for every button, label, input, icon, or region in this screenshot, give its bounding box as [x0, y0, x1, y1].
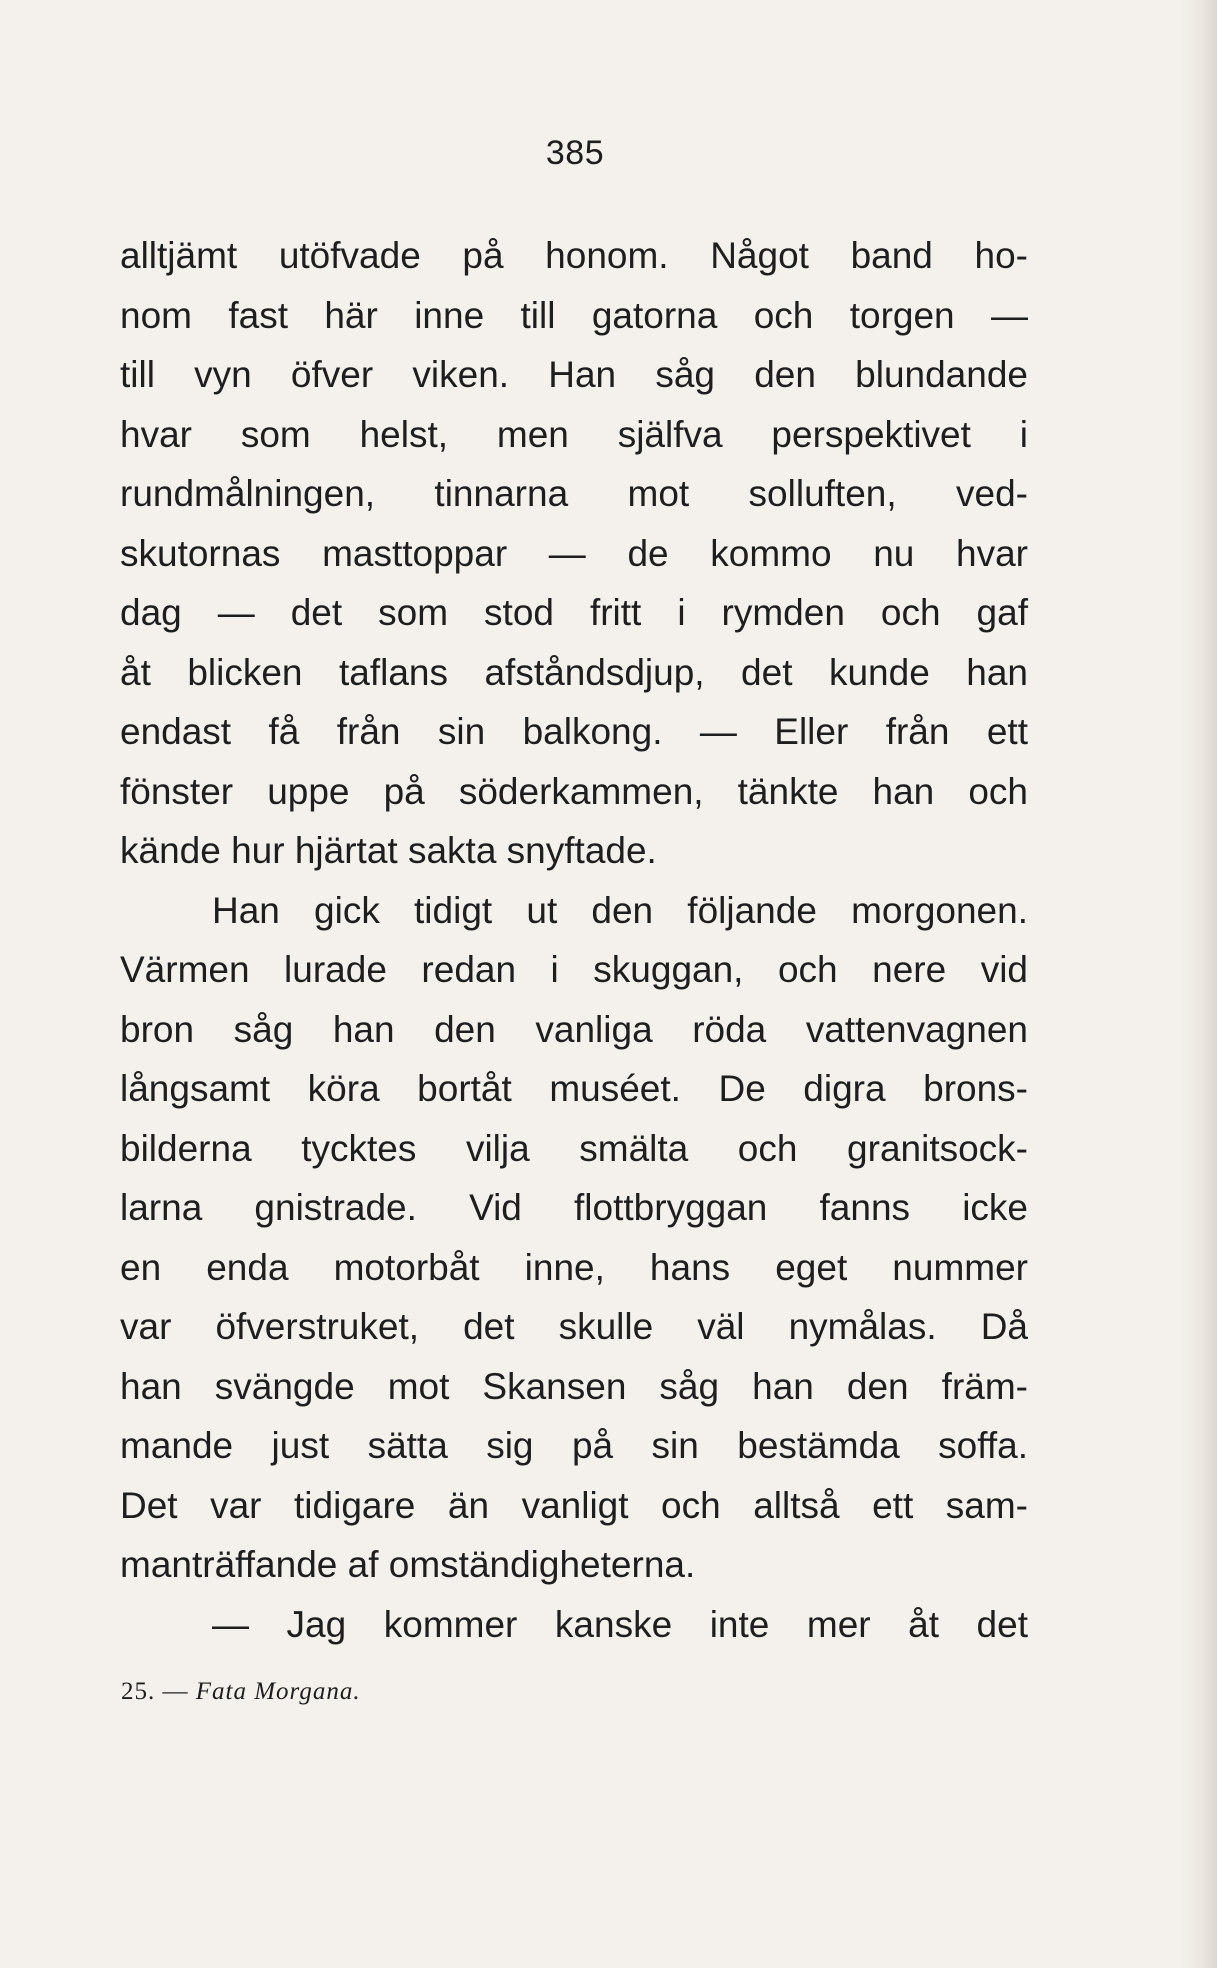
signature-sheet-number: 25. — [121, 1678, 156, 1705]
footer-signature — [121, 1678, 361, 1706]
body-text — [120, 226, 1028, 1654]
text-line: till vyn öfver viken. Han såg den blundande — [120, 354, 1028, 395]
text-line: bilderna tycktes vilja smälta och granitsock- — [120, 1127, 1028, 1169]
text-line: larna gnistrade. Vid flottbryggan fanns icke — [120, 1187, 1028, 1228]
text-line: fönster uppe på söderkammen, tänkte han och — [120, 770, 1028, 812]
text-line: han svängde mot Skansen såg han den främ- — [120, 1365, 1028, 1407]
text-line: bron såg han den vanliga röda vattenvagnen — [120, 1008, 1028, 1050]
text-line: var öfverstruket, det skulle väl nymålas. Då — [120, 1306, 1028, 1347]
text-line: åt blicken taflans afståndsdjup, det kunde han — [120, 651, 1028, 693]
text-line: Det var tidigare än vanligt och alltså ett sam- — [120, 1484, 1028, 1526]
text-line: mande just sätta sig på sin bestämda soffa. — [120, 1425, 1028, 1466]
text-line: kände hur hjärtat sakta snyftade. — [120, 830, 657, 871]
text-line: Han gick tidigt ut den följande morgonen. — [212, 889, 1028, 931]
page-number: 385 — [545, 134, 605, 172]
text-line: Värmen lurade redan i skuggan, och nere vid — [120, 949, 1028, 990]
text-line: hvar som helst, men själfva perspektivet i — [120, 413, 1028, 455]
text-line: alltjämt utöfvade på honom. Något band ho- — [120, 235, 1028, 276]
text-line: skutornas masttoppar — de kommo nu hvar — [120, 532, 1028, 574]
text-line: — Jag kommer kanske inte mer åt det — [212, 1603, 1028, 1645]
text-line: nom fast här inne till gatorna och torgen — — [120, 294, 1028, 336]
text-line: manträffande af omständigheterna. — [120, 1544, 696, 1585]
text-line: rundmålningen, tinnarna mot solluften, ved- — [120, 473, 1028, 514]
text-line: långsamt köra bortåt muséet. De digra brons- — [120, 1068, 1028, 1109]
text-line: endast få från sin balkong. — Eller från ett — [120, 711, 1028, 752]
text-line: dag — det som stod fritt i rymden och gaf — [120, 592, 1028, 633]
signature-dash: — — [162, 1678, 189, 1705]
page-edge — [1179, 0, 1217, 1968]
signature-book-title: Fata Morgana. — [195, 1678, 361, 1705]
text-line: en enda motorbåt inne, hans eget nummer — [120, 1246, 1028, 1288]
